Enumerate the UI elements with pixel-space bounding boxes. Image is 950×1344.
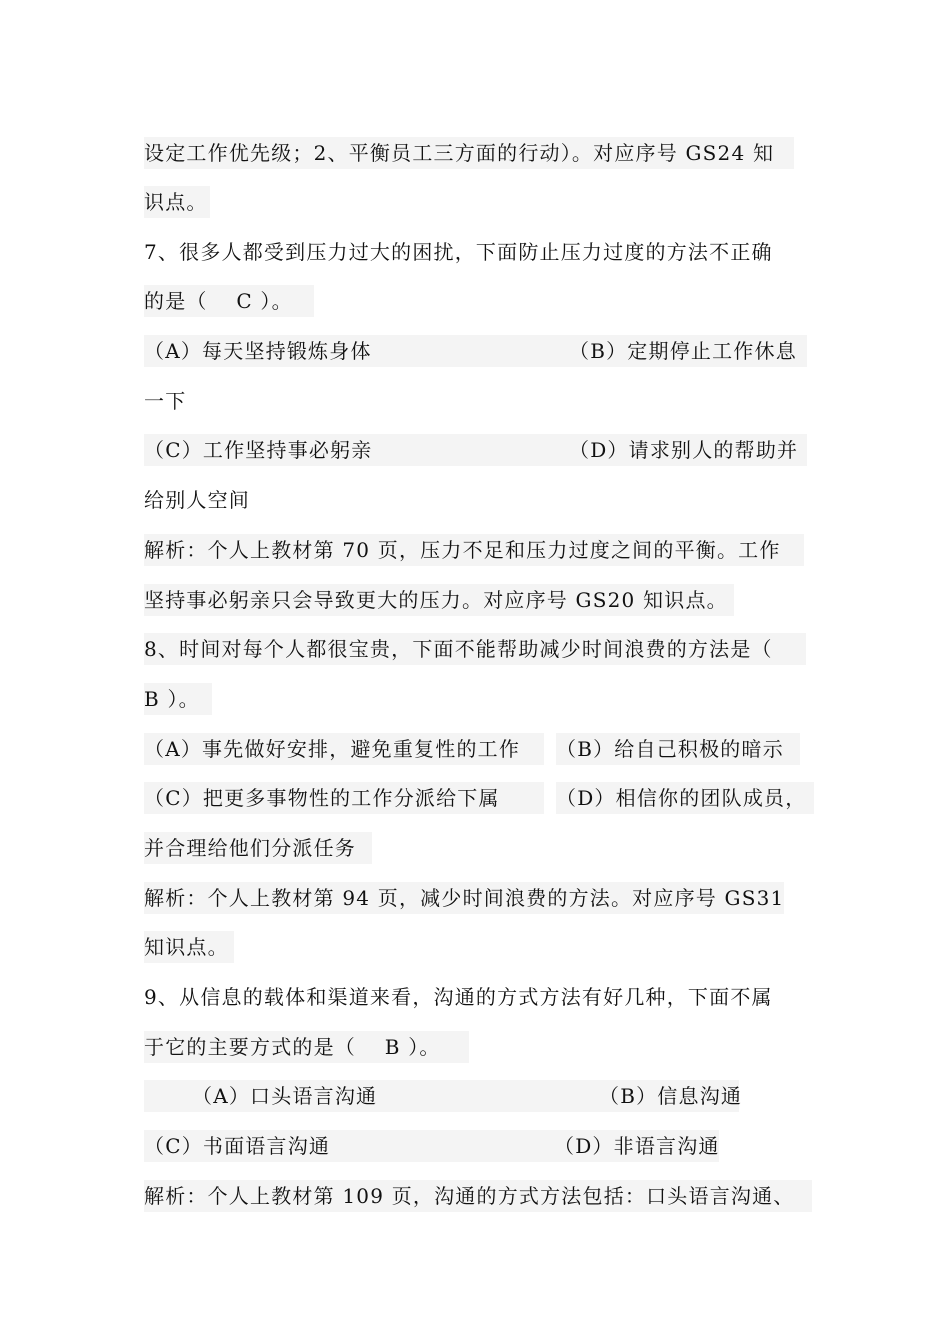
question-8-answer: B ）。 [144,683,212,715]
question-7-analysis: 解析：个人上教材第 70 页，压力不足和压力过度之间的平衡。工作 [144,534,804,566]
text-line: 识点。 [144,186,210,218]
question-7-option-b: （B）定期停止工作休息 [569,335,807,367]
question-9-option-d: （D）非语言沟通 [554,1130,719,1162]
question-8-option-b: （B）给自己积极的暗示 [556,733,800,765]
question-7-option-d: （D）请求别人的帮助并 [569,434,807,466]
text-line: 设定工作优先级；2、平衡员工三方面的行动）。对应序号 GS24 知 [144,137,794,169]
question-8-analysis-cont: 知识点。 [144,931,234,963]
question-9-option-b: （B）信息沟通 [589,1080,739,1112]
question-9-option-a: （A）口头语言沟通 [144,1080,589,1112]
question-8-option-d: （D）相信你的团队成员， [556,782,814,814]
question-9-option-c: （C）书面语言沟通 [144,1130,554,1162]
question-7-stem: 7、很多人都受到压力过大的困扰，下面防止压力过度的方法不正确 [144,240,773,264]
question-9-answer: 于它的主要方式的是（ B ）。 [144,1031,469,1063]
question-8-option-c: （C）把更多事物性的工作分派给下属 [144,782,544,814]
question-8-option-d-cont: 并合理给他们分派任务 [144,832,372,864]
question-7-option-b-cont: 一下 [144,389,187,413]
question-7-analysis-cont: 坚持事必躬亲只会导致更大的压力。对应序号 GS20 知识点。 [144,584,734,616]
question-9-analysis: 解析：个人上教材第 109 页，沟通的方式方法包括：口头语言沟通、 [144,1180,812,1212]
question-9-stem: 9、从信息的载体和渠道来看，沟通的方式方法有好几种，下面不属 [144,985,773,1009]
question-7-answer: 的是（ C ）。 [144,285,314,317]
question-7-option-c: （C）工作坚持事必躬亲 [144,434,569,466]
question-7-option-d-cont: 给别人空间 [144,488,250,512]
question-8-option-a: （A）事先做好安排，避免重复性的工作 [144,733,544,765]
question-8-analysis: 解析：个人上教材第 94 页，减少时间浪费的方法。对应序号 GS31 [144,882,784,914]
question-8-stem: 8、时间对每个人都很宝贵，下面不能帮助减少时间浪费的方法是（ [144,633,806,665]
question-7-option-a: （A）每天坚持锻炼身体 [144,335,569,367]
